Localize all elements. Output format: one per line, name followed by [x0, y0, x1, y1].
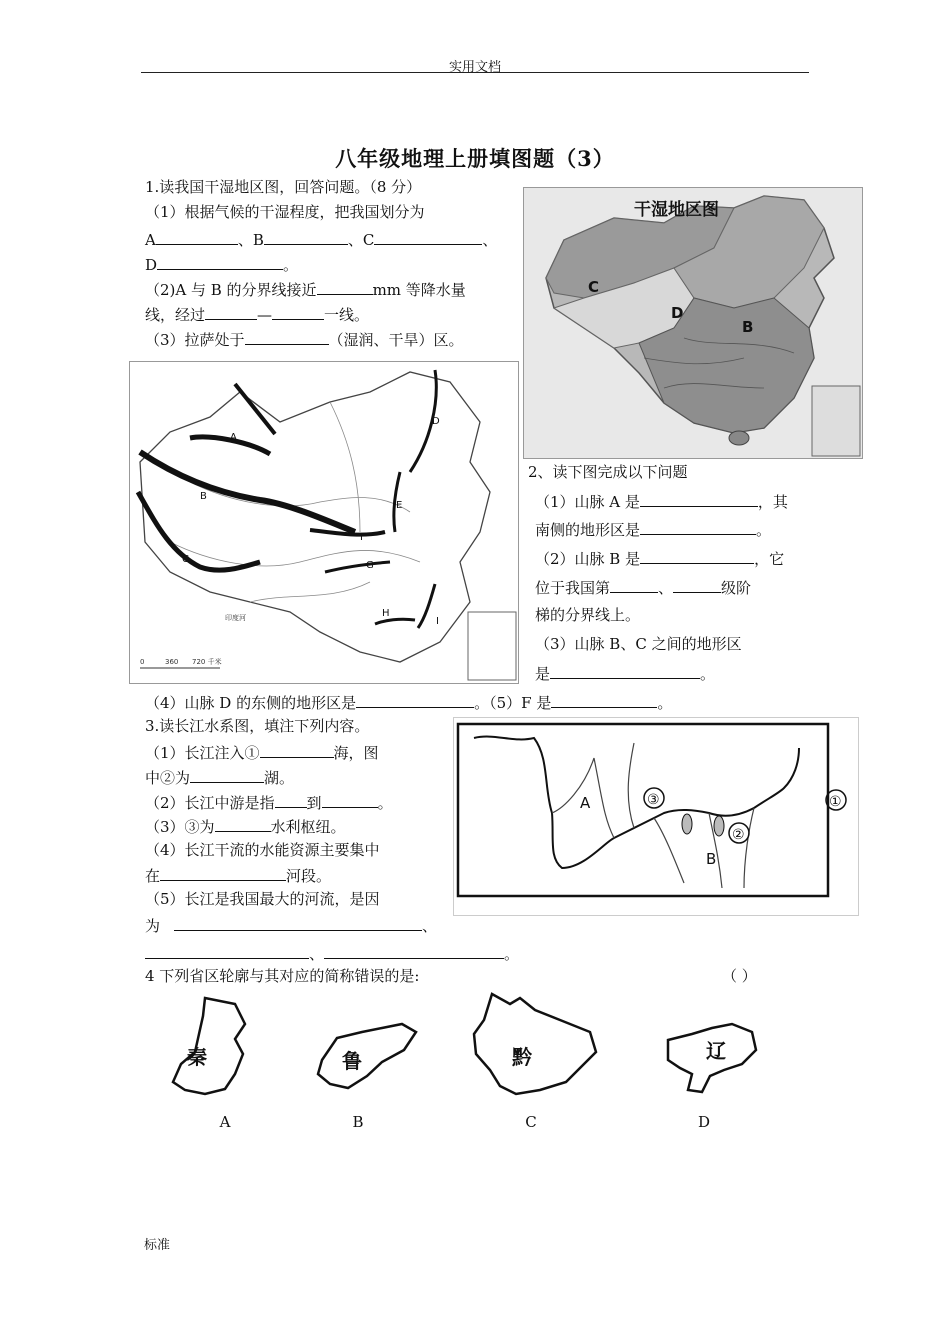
blank-q3-reason2[interactable] [145, 940, 309, 959]
mountain-label-g: G [366, 560, 374, 571]
liaoning-outline-icon [662, 1020, 762, 1100]
blank-q2-b[interactable] [640, 545, 754, 564]
blank-q3-sea[interactable] [260, 739, 334, 758]
dry-wet-label-d: D [671, 304, 684, 322]
q2-part2-steps: 位于我国第 、 级阶 [535, 574, 751, 600]
q1-part1-blanks: A 、B 、C 、 [145, 226, 497, 252]
option-b-label: B [352, 1113, 364, 1131]
mountain-label-e: E [396, 500, 403, 511]
shape-d-char: 辽 [706, 1039, 726, 1063]
blank-q2-a[interactable] [640, 488, 758, 507]
blank-q3-from[interactable] [275, 789, 307, 808]
mountain-label-f: F [360, 532, 366, 543]
q1-part3: （3）拉萨处于 （湿润、干旱）区。 [145, 326, 464, 352]
q2-part3-answer: 是 。 [535, 660, 715, 686]
blank-q2-bc-region[interactable] [550, 660, 700, 679]
province-shape-b[interactable] [312, 1020, 422, 1095]
blank-q2-step2[interactable] [673, 574, 721, 593]
blank-q1-A[interactable] [156, 226, 238, 245]
shaanxi-outline-icon [165, 994, 265, 1104]
yangtze-label-1: ① [829, 794, 842, 810]
mountain-label-d: D [432, 416, 440, 427]
mountain-label-c: C [182, 554, 189, 565]
yangtze-label-2: ② [732, 827, 745, 843]
shape-b-char: 鲁 [342, 1049, 362, 1073]
q1-part1-d: D 。 [145, 251, 298, 277]
scale-360: 360 [165, 658, 179, 666]
q4-answer-paren[interactable]: （ ） [722, 967, 757, 985]
q1-part2: （2)A 与 B 的分界线接近 mm 等降水量 [145, 276, 466, 302]
page-title: 八年级地理上册填图题（3） [335, 146, 615, 171]
blank-q3-to[interactable] [322, 789, 378, 808]
blank-q1-C[interactable] [374, 226, 482, 245]
q3-part2: （2）长江中游是指 到 。 [145, 789, 393, 815]
q4-stem: 4 下列省区轮廓与其对应的简称错误的是: [145, 967, 420, 985]
option-d-label: D [697, 1113, 711, 1131]
q2-part2: （2）山脉 B 是 ，它 [535, 545, 784, 571]
mountain-label-i: I [436, 616, 439, 627]
blank-q2-d-region[interactable] [356, 689, 474, 708]
q2-part1: （1）山脉 A 是 ，其 [535, 488, 788, 514]
page-footer: 标准 [144, 1238, 171, 1253]
header-rule [141, 72, 809, 73]
q2-part4: （4）山脉 D 的东侧的地形区是 。（5）F 是 。 [145, 689, 672, 715]
q3-part3: （3）③为 水利枢纽。 [145, 813, 346, 839]
shape-c-char: 黔 [512, 1045, 532, 1069]
q3-part1: （1）长江注入① 海，图 [145, 739, 379, 765]
blank-q2-f[interactable] [551, 689, 657, 708]
blank-q1-lhasa[interactable] [245, 326, 329, 345]
border-text: 印度河 [225, 614, 246, 622]
blank-q1-place1[interactable] [205, 301, 257, 320]
province-shape-a[interactable] [165, 994, 265, 1104]
q2-stem: 2、读下图完成以下问题 [528, 463, 688, 481]
q3-part5: （5）长江是我国最大的河流，是因 [145, 890, 380, 908]
blank-q3-reason3[interactable] [324, 940, 504, 959]
dry-wet-map-graphic [524, 188, 862, 458]
q1-part2-line: 线，经过 — 一线。 [145, 301, 369, 327]
q3-part4-answer: 在 河段。 [145, 862, 331, 888]
q3-part1-lake: 中②为 湖。 [145, 764, 294, 790]
q3-part5-line2: 、 。 [145, 940, 519, 966]
blank-q3-dam[interactable] [215, 813, 271, 832]
blank-q2-step1[interactable] [610, 574, 658, 593]
mountain-label-b: B [200, 491, 207, 502]
q2-part3: （3）山脉 B、C 之间的地形区 [535, 635, 742, 653]
q1-stem: 1.读我国干湿地区图，回答问题。（8 分） [145, 178, 422, 196]
blank-q1-D[interactable] [157, 251, 283, 270]
blank-q1-place2[interactable] [272, 301, 324, 320]
blank-q1-mm[interactable] [317, 276, 373, 295]
q2-part1-region: 南侧的地形区是 。 [535, 516, 771, 542]
shandong-outline-icon [312, 1020, 422, 1095]
yangtze-map-graphic [454, 718, 858, 915]
dry-wet-map-title: 干湿地区图 [634, 200, 719, 220]
guizhou-outline-icon [470, 990, 600, 1100]
dry-wet-label-b: B [742, 318, 754, 336]
scale-720: 720 千米 [192, 658, 222, 666]
mountains-map-graphic [130, 362, 518, 683]
q2-part2-end: 梯的分界线上。 [535, 606, 641, 624]
yangtze-map [453, 717, 859, 916]
yangtze-label-3: ③ [647, 792, 660, 808]
blank-q3-section[interactable] [160, 862, 286, 881]
blank-q2-a-region[interactable] [640, 516, 756, 535]
mountain-label-a: A [230, 432, 237, 443]
province-shape-d[interactable] [662, 1020, 762, 1100]
yangtze-label-a: A [580, 794, 591, 812]
scale-0: 0 [140, 658, 145, 666]
blank-q3-reason1[interactable] [174, 912, 422, 931]
page-header: 实用文档 [448, 60, 501, 75]
mountain-label-h: H [382, 608, 390, 619]
mountains-map [129, 361, 519, 684]
option-a-label: A [219, 1113, 231, 1131]
q3-part5-line1: 为 、 [145, 912, 437, 938]
yangtze-label-b: B [706, 850, 717, 868]
q1-part1: （1）根据气候的干湿程度，把我国划分为 [145, 203, 425, 221]
shape-a-char: 秦 [187, 1045, 207, 1069]
province-shape-c[interactable] [470, 990, 600, 1100]
q3-stem: 3.读长江水系图，填注下列内容。 [145, 717, 370, 735]
blank-q3-lake[interactable] [190, 764, 264, 783]
option-c-label: C [525, 1113, 537, 1131]
q3-part4: （4）长江干流的水能资源主要集中 [145, 841, 380, 859]
dry-wet-map [523, 187, 863, 459]
blank-q1-B[interactable] [264, 226, 348, 245]
dry-wet-label-c: C [588, 278, 600, 296]
